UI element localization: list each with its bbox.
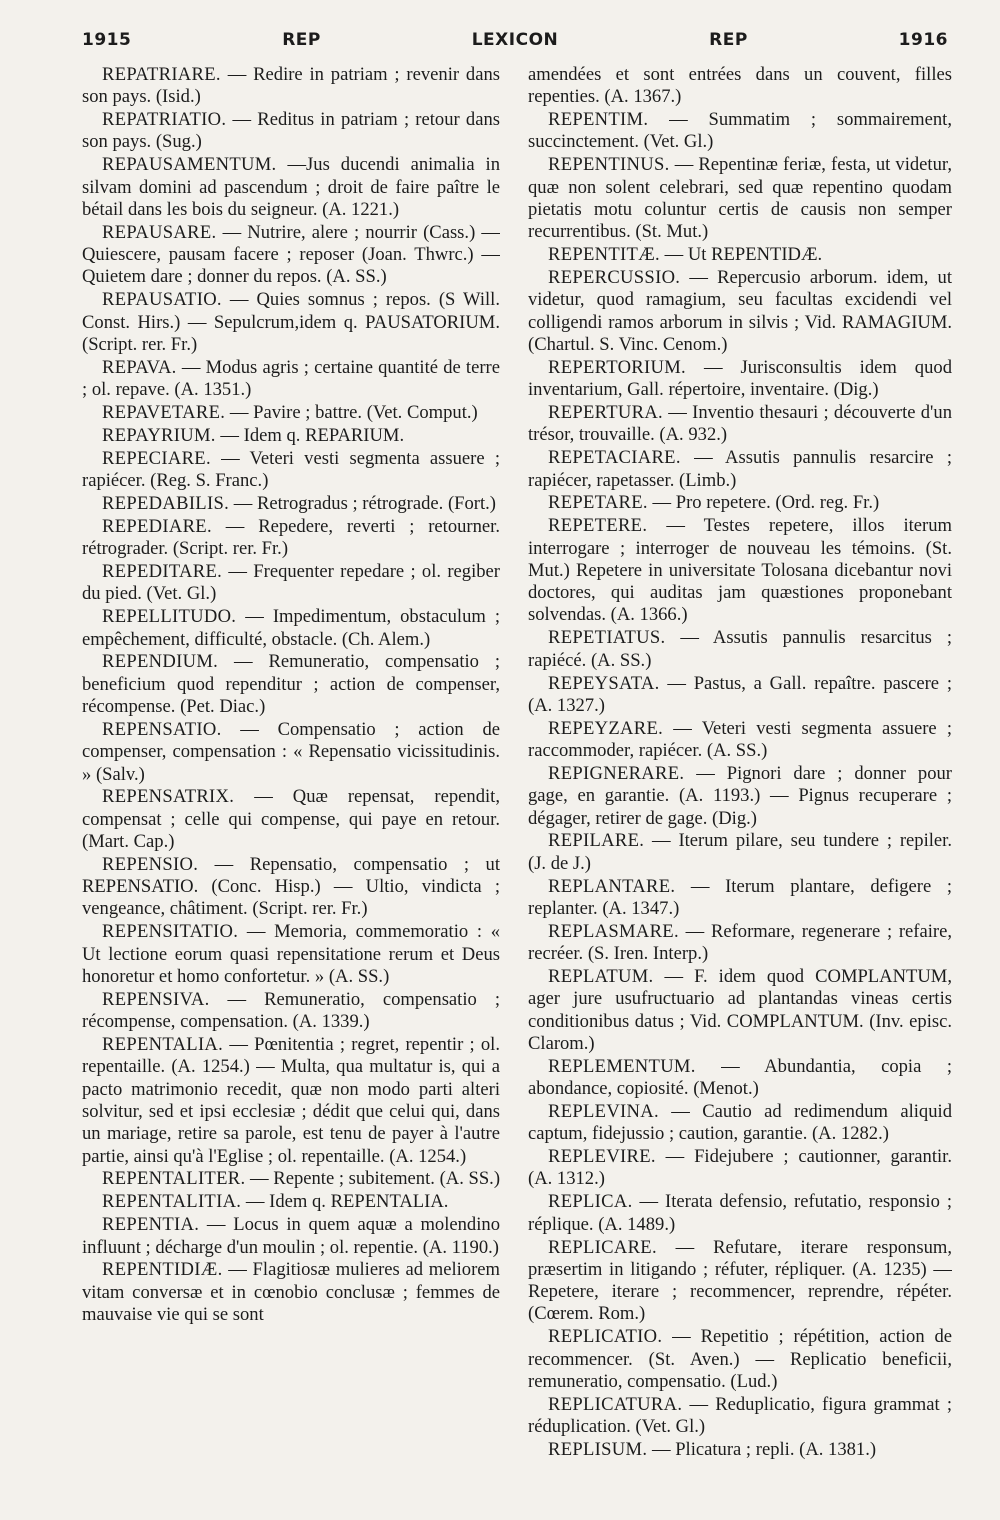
- entry-definition: — Veteri vesti segmenta assuere ; raccommoder, rapiécer. (A. SS.): [528, 717, 952, 762]
- entry-headword: REPENTALITIA.: [102, 1191, 242, 1213]
- dictionary-entry: [528, 1439, 952, 1461]
- entry-definition: — Refutare, iterare responsum, præsertim in litigando ; réfuter, répliquer. (A. 1235) — Repetere, iterare ; recommencer, reprendre, répéter. (Cœrem. Rom.): [528, 1236, 952, 1325]
- entry-headword: REPLISUM.: [548, 1438, 648, 1460]
- entry-definition: — Reduplicatio, figura grammat ; réduplication. (Vet. Gl.): [528, 1393, 952, 1438]
- entry-headword: REPAVETARE.: [102, 402, 226, 424]
- entry-headword: REPLATUM.: [548, 965, 654, 987]
- dictionary-entry: [528, 1056, 952, 1101]
- dictionary-entry: [528, 357, 952, 402]
- entry-headword: REPLEMENTUM.: [548, 1055, 696, 1077]
- entry-headword: REPENDIUM.: [102, 651, 219, 673]
- entry-headword: REPLEVIRE.: [548, 1146, 656, 1168]
- entry-headword: REPLICA.: [548, 1191, 633, 1213]
- entry-headword: REPERTURA.: [548, 402, 664, 424]
- dictionary-entry: [528, 1394, 952, 1439]
- entry-definition: — Idem q. REPENTALIA.: [241, 1191, 449, 1213]
- entry-definition: — Pœnitentia ; regret, repentir ; ol. repentaille. (A. 1254.) — Multa, qua multatur is, qui a pacto matrimonio recedit, quæ non modo parti alteri solvitur, sed et ipsi ecclesiæ ; dédit que celui qui, dans un mariage, retire sa parole, est tenu de payer à l'autre partie, ainsi qu'à l'Eglise ; ol. repentaille. (A. 1254.): [82, 1034, 500, 1167]
- entry-definition: — Repente ; subitement. (A. SS.): [245, 1168, 500, 1190]
- entry-headword: REPENSIO.: [102, 853, 199, 875]
- running-head-left: REP: [282, 30, 321, 50]
- dictionary-entry: [528, 718, 952, 763]
- entry-definition: — Cautio ad redimendum aliquid captum, fidejussio ; caution, garantie. (A. 1282.): [528, 1100, 952, 1145]
- entry-headword: REPETIATUS.: [548, 627, 666, 649]
- dictionary-entry: [82, 222, 500, 289]
- entry-definition: — Remuneratio, compensatio ; récompense, compensation. (A. 1339.): [82, 988, 500, 1033]
- dictionary-entry: [82, 854, 500, 921]
- entry-headword: REPATRIATIO.: [102, 109, 227, 131]
- page-number-right: 1916: [898, 30, 948, 50]
- dictionary-entry: [528, 109, 952, 154]
- entry-definition: — Quies somnus ; repos. (S Will. Const. Hirs.) — Sepulcrum,idem q. PAUSATORIUM. (Script. rer. Fr.): [82, 289, 500, 355]
- dictionary-entry: [528, 763, 952, 830]
- entry-headword: REPENSITATIO.: [102, 921, 239, 943]
- dictionary-entry: [82, 989, 500, 1034]
- left-column: [82, 64, 500, 1500]
- entry-headword: REPLASMARE.: [548, 920, 679, 942]
- entry-definition: — Retrogradus ; rétrograde. (Fort.): [229, 492, 496, 514]
- dictionary-entry: [528, 1146, 952, 1191]
- dictionary-entry: [82, 921, 500, 988]
- entry-headword: REPIGNERARE.: [548, 762, 685, 784]
- entry-definition: — Fidejubere ; cautionner, garantir. (A. 1312.): [528, 1146, 952, 1190]
- entry-definition: — Veteri vesti segmenta assuere ; rapiécer. (Reg. S. Franc.): [82, 447, 500, 492]
- entry-definition: — Compensatio ; action de compenser, compensation : « Repensatio vicissitudinis. » (Salv.): [82, 718, 500, 785]
- entry-headword: REPLICARE.: [548, 1236, 657, 1258]
- entry-headword: REPAUSARE.: [102, 221, 217, 243]
- entry-headword: REPEDITARE.: [102, 561, 223, 583]
- entry-headword: REPETACIARE.: [548, 447, 681, 469]
- entry-headword: REPAUSATIO.: [102, 289, 222, 311]
- entry-headword: REPEDABILIS.: [102, 492, 230, 514]
- entry-headword: REPAVA.: [102, 356, 177, 378]
- entry-headword: REPENTALITER.: [102, 1168, 246, 1190]
- entry-headword: REPERCUSSIO.: [548, 267, 681, 289]
- dictionary-entry: [528, 876, 952, 921]
- entry-headword: REPATRIARE.: [102, 64, 221, 85]
- dictionary-entry: [528, 627, 952, 672]
- entry-headword: REPENTIDIÆ.: [102, 1259, 223, 1281]
- dictionary-entry: [82, 109, 500, 154]
- entry-headword: REPLANTARE.: [548, 875, 676, 897]
- entry-definition: — Frequenter repedare ; ol. regiber du pied. (Vet. Gl.): [82, 561, 500, 605]
- dictionary-entry: [528, 673, 952, 718]
- entry-definition: — Redire in patriam ; revenir dans son pays. (Isid.): [82, 64, 500, 108]
- dictionary-entry: [82, 651, 500, 718]
- dictionary-entry: [528, 154, 952, 243]
- entry-headword: REPEYSATA.: [548, 672, 660, 694]
- entry-definition: — Assutis pannulis resarcitus ; rapiécé. (A. SS.): [528, 627, 952, 671]
- entry-headword: REPENSATRIX.: [102, 786, 235, 808]
- entry-definition: — Reditus in patriam ; retour dans son pays. (Sug.): [82, 109, 500, 153]
- entry-definition: — Plicatura ; repli. (A. 1381.): [647, 1438, 877, 1460]
- dictionary-entry: [82, 1214, 500, 1259]
- entry-definition: — Repensatio, compensatio ; ut REPENSATIO. (Conc. Hisp.) — Ultio, vindicta ; vengeance, châtiment. (Script. rer. Fr.): [82, 853, 500, 920]
- entry-headword: REPENTIA.: [102, 1214, 200, 1236]
- dictionary-entry: [528, 267, 952, 356]
- dictionary-entry: [528, 515, 952, 626]
- entry-headword: REPENTINUS.: [548, 154, 670, 176]
- entry-definition: — Pastus, a Gall. repaître. pascere ; (A. 1327.): [528, 672, 952, 716]
- dictionary-entry: [82, 606, 500, 651]
- entry-headword: REPELLITUDO.: [102, 606, 237, 628]
- entry-definition: — Repentinæ feriæ, festa, ut videtur, quæ non solent celebrari, sed quæ repentino quodam pietatis motu coluntur certis de causis non semper recurrentibus. (St. Mut.): [528, 154, 952, 243]
- dictionary-entry: [82, 561, 500, 606]
- right-column: [528, 64, 952, 1500]
- dictionary-entry: [82, 493, 500, 515]
- dictionary-entry: [528, 830, 952, 875]
- entry-definition: — Locus in quem aquæ a molendino influunt ; décharge d'un moulin ; ol. repentie. (A. 1190.): [82, 1214, 500, 1258]
- dictionary-entry: [528, 447, 952, 492]
- dictionary-entry: [82, 786, 500, 853]
- dictionary-entry: [82, 402, 500, 424]
- dictionary-entry: [82, 448, 500, 493]
- entry-continuation: amendées et sont entrées dans un couvent, filles repenties. (A. 1367.): [528, 64, 952, 108]
- running-head-right: REP: [709, 30, 748, 50]
- entry-headword: REPLICATURA.: [548, 1393, 683, 1415]
- entry-definition: — Modus agris ; certaine quantité de terre ; ol. repave. (A. 1351.): [82, 356, 500, 401]
- entry-definition: — Pavire ; battre. (Vet. Comput.): [225, 402, 478, 424]
- dictionary-entry: [528, 492, 952, 514]
- dictionary-entry: [82, 357, 500, 402]
- entry-definition: — Nutrire, alere ; nourrir (Cass.) — Quiescere, pausam facere ; reposer (Joan. Thwrc.) — Quietem dare ; donner du repos. (A. SS.): [82, 221, 500, 288]
- entry-definition: — Repetitio ; répétition, action de recommencer. (St. Aven.) — Replicatio beneficii, remuneratio, compensatio. (Lud.): [528, 1326, 952, 1392]
- entry-definition: — Memoria, commemoratio : « Ut lectione eorum quasi repensitatione rerum et Deus honoretur et homo confortetur. » (A. SS.): [82, 921, 500, 987]
- dictionary-entry: [528, 966, 952, 1055]
- entry-definition: — Iterum plantare, defigere ; replanter. (A. 1347.): [528, 875, 952, 919]
- entry-headword: REPETERE.: [548, 515, 648, 537]
- dictionary-entry: [82, 425, 500, 447]
- running-head-center: LEXICON: [471, 30, 559, 50]
- entry-definition: — Inventio thesauri ; découverte d'un trésor, trouvaille. (A. 932.): [528, 402, 952, 446]
- dictionary-entry: [528, 1101, 952, 1146]
- entry-headword: REPLICATIO.: [548, 1326, 663, 1348]
- page-header: [82, 30, 948, 62]
- page-number-left: 1915: [82, 30, 132, 50]
- entry-headword: REPENSIVA.: [102, 988, 210, 1010]
- entry-headword: REPENTALIA.: [102, 1034, 224, 1056]
- entry-definition: — Summatim ; sommairement, succinctement. (Vet. Gl.): [528, 109, 952, 153]
- entry-definition: — Ut REPENTIDÆ.: [659, 244, 823, 266]
- entry-headword: REPETARE.: [548, 492, 648, 514]
- dictionary-entry: [528, 1191, 952, 1236]
- entry-definition: — Remuneratio, compensatio ; beneficium quod rependitur ; action de compenser, récompense. (Pet. Diac.): [82, 651, 500, 718]
- entry-headword: REPECIARE.: [102, 447, 211, 469]
- dictionary-entry: [82, 1259, 500, 1326]
- dictionary-entry: [528, 402, 952, 447]
- dictionary-entry: [82, 154, 500, 221]
- entry-definition: — Repercusio arborum. idem, ut videtur, quod ramagium, seu facultas excidendi vel colligendi ramos arborum in silvis ; Vid. RAMAGIUM. (Chartul. S. Vinc. Cenom.): [528, 267, 952, 355]
- entry-definition: — Iterum pilare, seu tundere ; repiler. (J. de J.): [528, 830, 952, 874]
- dictionary-entry: [528, 1237, 952, 1326]
- dictionary-entry: [82, 1034, 500, 1168]
- dictionary-entry: [82, 64, 500, 109]
- entry-definition: — Assutis pannulis resarcire ; rapiécer, rapetasser. (Limb.): [528, 447, 952, 491]
- entry-definition: — Pignori dare ; donner pour gage, en garantie. (A. 1193.) — Pignus recuperare ; dégager, retirer de gage. (Dig.): [528, 762, 952, 829]
- entry-headword: REPAYRIUM.: [102, 424, 216, 446]
- entry-headword: REPERTORIUM.: [548, 356, 686, 378]
- entry-definition: — Impedimentum, obstaculum ; empêchement, difficulté, obstacle. (Ch. Alem.): [82, 606, 500, 650]
- entry-definition: — Iterata defensio, refutatio, responsio ; réplique. (A. 1489.): [528, 1191, 952, 1235]
- entry-headword: REPAUSAMENTUM.: [102, 154, 277, 176]
- dictionary-entry: [82, 719, 500, 786]
- entry-definition: — Flagitiosæ mulieres ad meliorem vitam conversæ et in cœnobio conclusæ ; femmes de mauvaise vie qui se sont: [82, 1259, 500, 1325]
- entry-definition: — F. idem quod COMPLANTUM, ager jure usufructuario ad plantandas vineas certis conditionibus datus ; Vid. COMPLANTUM. (Inv. episc. Clarom.): [528, 965, 952, 1054]
- entry-definition: — Abundantia, copia ; abondance, copiosité. (Menot.): [528, 1055, 952, 1100]
- entry-definition: — Reformare, regenerare ; refaire, recréer. (S. Iren. Interp.): [528, 920, 952, 965]
- dictionary-entry: [528, 1326, 952, 1393]
- entry-headword: REPENSATIO.: [102, 718, 222, 740]
- entry-definition: — Quæ repensat, rependit, compensat ; celle qui compense, qui paye en retour. (Mart. Cap.): [82, 786, 500, 852]
- entry-definition: — Jurisconsultis idem quod inventarium, Gall. répertoire, inventaire. (Dig.): [528, 356, 952, 401]
- dictionary-entry: [528, 921, 952, 966]
- dictionary-entry: [82, 1168, 500, 1190]
- dictionary-entry: [82, 289, 500, 356]
- dictionary-entry: [528, 244, 952, 266]
- entry-headword: REPENTIM.: [548, 109, 649, 131]
- entry-definition: — Pro repetere. (Ord. reg. Fr.): [647, 492, 880, 514]
- entry-headword: REPLEVINA.: [548, 1100, 659, 1122]
- entry-definition: —Jus ducendi animalia in silvam domini ad pascendum ; droit de faire paître le bétail dans les bois du seigneur. (A. 1221.): [82, 154, 500, 220]
- entry-headword: REPEDIARE.: [102, 515, 212, 537]
- entry-definition: — Idem q. REPARIUM.: [215, 424, 405, 446]
- entry-definition: — Repedere, reverti ; retourner. rétrograder. (Script. rer. Fr.): [82, 515, 500, 560]
- entry-definition: — Testes repetere, illos iterum interrogare ; interroger de nouveau les témoins. (St. Mut.) Repetere in universitate Tolosana dicebantur novi doctores, qui auditas jam quæstiones proponebant solvendas. (A. 1366.): [528, 515, 952, 626]
- dictionary-entry: [82, 1191, 500, 1213]
- entry-headword: REPILARE.: [548, 830, 645, 852]
- entry-headword: REPENTITÆ.: [548, 244, 660, 266]
- dictionary-entry: [82, 516, 500, 561]
- entry-headword: REPEYZARE.: [548, 717, 664, 739]
